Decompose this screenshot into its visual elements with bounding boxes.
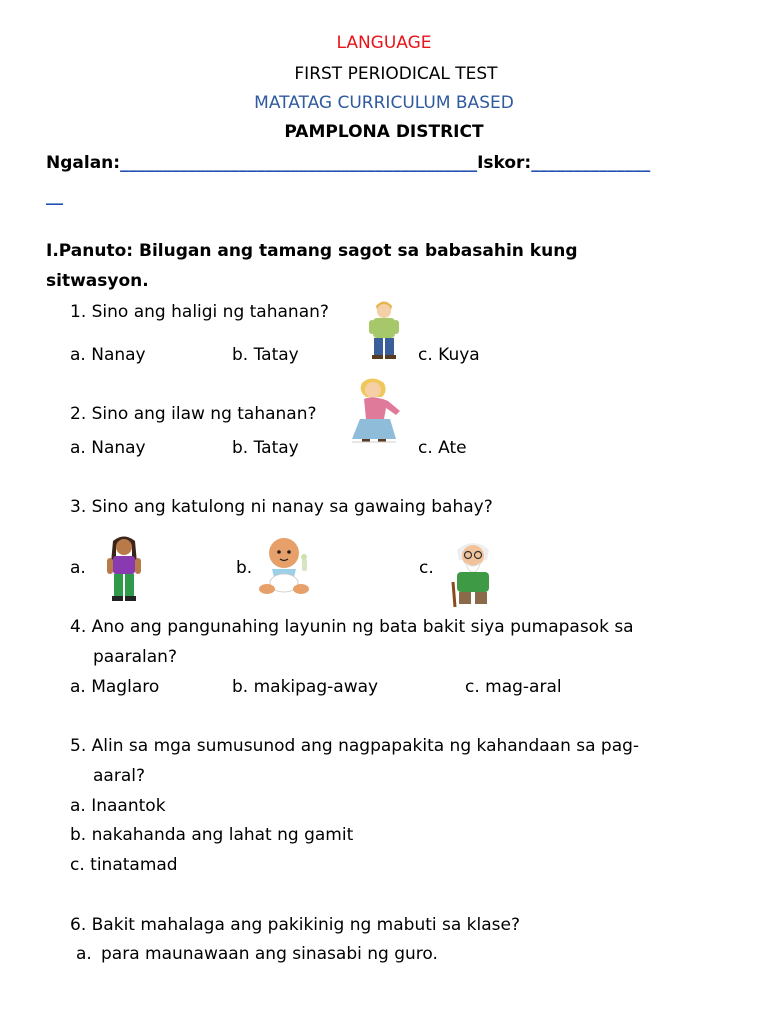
question-3 [70,497,493,517]
q4-choice-a[interactable]: a. Maglaro [70,677,160,697]
question-5-line2: aaral? [93,766,145,786]
q2-choice-a[interactable]: a. Nanay [70,438,146,458]
instructions-line1: I.Panuto: Bilugan ang tamang sagot sa babasahin kung [46,241,578,261]
question-number: 4. [70,617,87,637]
question-text: Sino ang ilaw ng tahanan? [91,404,317,424]
q4-choice-c[interactable]: c. mag-aral [465,677,562,697]
q5-choice-c[interactable]: c. tinatamad [70,855,178,875]
question-1 [70,302,329,322]
question-number: 2. [70,404,87,424]
question-5 [70,736,639,756]
district-title: PAMPLONA DISTRICT [284,122,484,142]
q3-choice-b[interactable]: b. [236,558,253,578]
score-blank[interactable]: ______________ [531,153,651,173]
name-blank[interactable]: __________________________________________ [120,153,478,173]
question-4-line2: paaralan? [93,647,177,667]
q2-choice-b[interactable]: b. Tatay [232,438,299,458]
girl-icon [99,535,149,603]
subject-title: LANGUAGE [336,33,432,53]
father-icon [364,298,404,360]
question-text: Sino ang katulong ni nanay sa gawaing bahay? [91,497,493,517]
q6-choice-a-marker[interactable]: a. [76,944,92,964]
grandfather-icon [443,538,503,608]
question-6 [70,915,520,935]
score-blank-wrap: __ [46,186,63,206]
q5-choice-b[interactable]: b. nakahanda ang lahat ng gamit [70,825,354,845]
q5-choice-a[interactable]: a. Inaantok [70,796,166,816]
question-2 [70,404,317,424]
curriculum-title: MATATAG CURRICULUM BASED [254,93,514,113]
question-4 [70,617,634,637]
q2-choice-c[interactable]: c. Ate [418,438,467,458]
test-title: FIRST PERIODICAL TEST [294,64,498,84]
question-text-line1: Ano ang pangunahing layunin ng bata bakit siya pumapasok sa [91,617,634,637]
q3-choice-a[interactable]: a. [70,558,86,578]
name-line [46,153,650,173]
mother-icon [344,377,408,443]
question-text: Sino ang haligi ng tahanan? [91,302,329,322]
question-text: Bakit mahalaga ang pakikinig ng mabuti sa klase? [91,915,521,935]
question-number: 1. [70,302,87,322]
score-label: Iskor: [477,153,532,173]
q1-choice-c[interactable]: c. Kuya [418,345,480,365]
q6-choice-a-text[interactable]: para maunawaan ang sinasabi ng guro. [101,944,438,964]
q1-choice-b[interactable]: b. Tatay [232,345,299,365]
q4-choice-b[interactable]: b. makipag-away [232,677,379,697]
baby-icon [256,533,320,599]
q3-choice-c[interactable]: c. [419,558,434,578]
question-text-line1: Alin sa mga sumusunod ang nagpapakita ng kahandaan sa pag- [91,736,640,756]
question-number: 5. [70,736,87,756]
question-number: 3. [70,497,87,517]
q1-choice-a[interactable]: a. Nanay [70,345,146,365]
name-label: Ngalan: [46,153,121,173]
instructions-line2: sitwasyon. [46,271,149,291]
question-number: 6. [70,915,87,935]
